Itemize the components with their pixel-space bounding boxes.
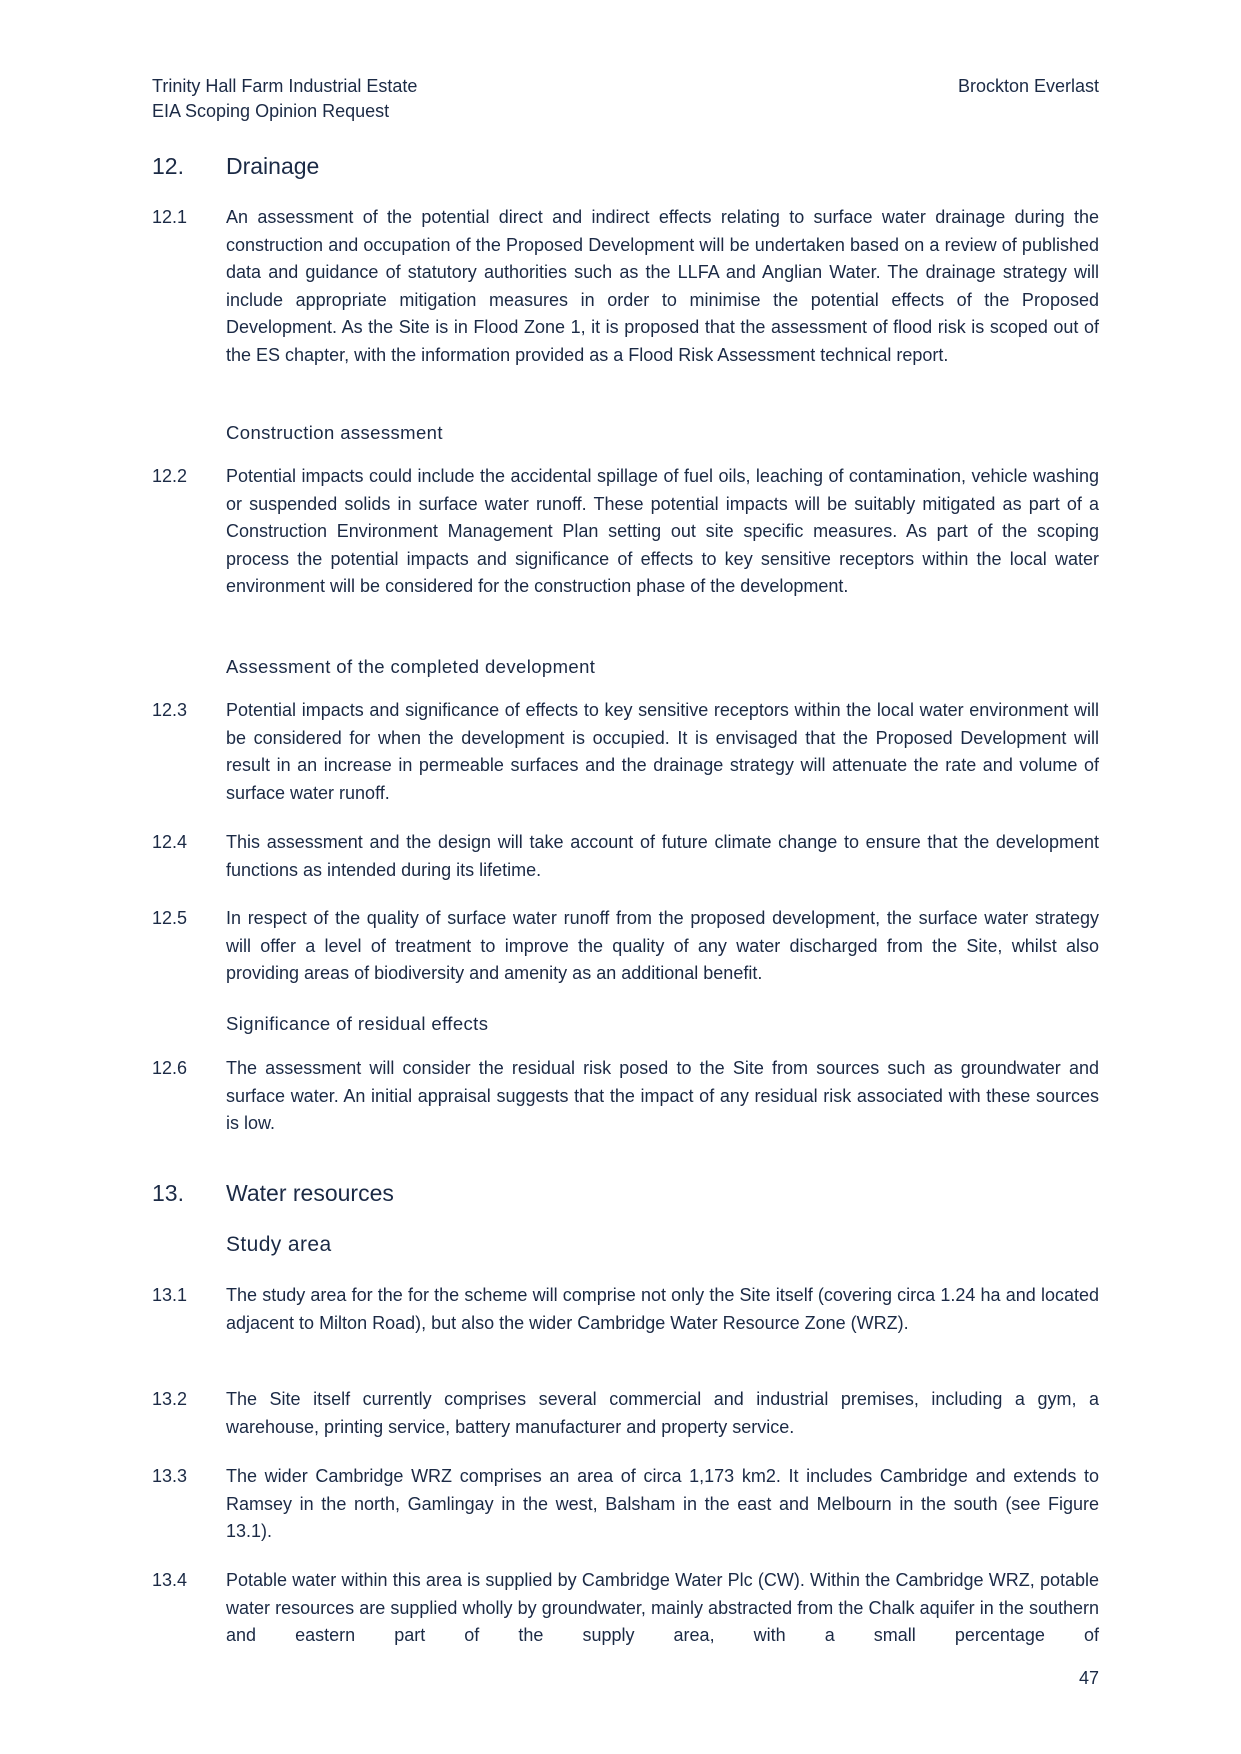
subheading-completed-development: Assessment of the completed development (226, 656, 596, 677)
paragraph-text: Potable water within this area is supplied by Cambridge Water Plc (CW). Within the Cambridge WRZ, potable water resources are supplied wholly by groundwater, mainly abstracted from the Chalk aquifer in the southern and eastern part of the supply area, with a small percentage of (226, 1570, 1099, 1646)
header-author: Brockton Everlast (957, 76, 1099, 96)
paragraph-13-4 (152, 1567, 1099, 1650)
paragraph-text: The study area for the for the scheme will comprise not only the Site itself (covering circa 1.24 ha and located adjacent to Milton Road), but also the wider Cambridge Water Resource Zone (WRZ). (226, 1285, 1099, 1333)
header-project-title: Trinity Hall Farm Industrial Estate (152, 76, 418, 96)
paragraph-13-1 (152, 1282, 1099, 1337)
paragraph-text: Potential impacts could include the accidental spillage of fuel oils, leaching of contamination, vehicle washing or suspended solids in surface water runoff. These potential impacts will be suitably mitigated as part of a Construction Environment Management Plan setting out site specific measures. As part of the scoping process the potential impacts and significance of effects to key sensitive receptors within the local water environment will be considered for the construction phase of the development. (226, 466, 1099, 597)
paragraph-text: In respect of the quality of surface water runoff from the proposed development, the surface water strategy will offer a level of treatment to improve the quality of any water discharged from the Site, whilst also providing areas of biodiversity and amenity as an additional benefit. (226, 908, 1099, 984)
page-number: 47 (1078, 1668, 1099, 1688)
paragraph-12-6 (152, 1055, 1099, 1138)
paragraph-number: 13.1 (152, 1285, 188, 1305)
section-title: Drainage (226, 153, 320, 179)
section-number: 12. (152, 153, 184, 179)
paragraph-number: 13.4 (152, 1570, 188, 1590)
paragraph-number: 12.3 (152, 700, 188, 720)
section-number: 13. (152, 1180, 184, 1206)
paragraph-12-1 (152, 204, 1099, 370)
subheading-residual-effects: Significance of residual effects (226, 1013, 489, 1034)
paragraph-text: This assessment and the design will take account of future climate change to ensure that the development functions as intended during its lifetime. (226, 832, 1099, 880)
section-title: Water resources (226, 1180, 394, 1206)
paragraph-12-2 (152, 463, 1099, 601)
paragraph-12-4 (152, 829, 1099, 884)
paragraph-text: The assessment will consider the residual risk posed to the Site from sources such as groundwater and surface water. An initial appraisal suggests that the impact of any residual risk associated with these sources is low. (226, 1058, 1099, 1134)
paragraph-12-5 (152, 905, 1099, 988)
paragraph-number: 12.5 (152, 908, 188, 928)
paragraph-text: Potential impacts and significance of effects to key sensitive receptors within the local water environment will be considered for when the development is occupied. It is envisaged that the Proposed Development will result in an increase in permeable surfaces and the drainage strategy will attenuate the rate and volume of surface water runoff. (226, 700, 1099, 803)
paragraph-13-3 (152, 1463, 1099, 1546)
paragraph-number: 12.1 (152, 207, 188, 227)
header-left (152, 74, 417, 124)
paragraph-text: An assessment of the potential direct and indirect effects relating to surface water drainage during the construction and occupation of the Proposed Development will be undertaken based on a review of published data and guidance of statutory authorities such as the LLFA and Anglian Water. The drainage strategy will include appropriate mitigation measures in order to minimise the potential effects of the Proposed Development. As the Site is in Flood Zone 1, it is proposed that the assessment of flood risk is scoped out of the ES chapter, with the information provided as a Flood Risk Assessment technical report. (226, 207, 1099, 365)
paragraph-number: 12.2 (152, 466, 188, 486)
paragraph-text: The wider Cambridge WRZ comprises an area of circa 1,173 km2. It includes Cambridge and extends to Ramsey in the north, Gamlingay in the west, Balsham in the east and Melbourn in the south (see Figure 13.1). (226, 1466, 1099, 1542)
header-document-title: EIA Scoping Opinion Request (152, 101, 390, 121)
paragraph-text: The Site itself currently comprises several commercial and industrial premises, including a gym, a warehouse, printing service, battery manufacturer and property service. (226, 1389, 1099, 1437)
paragraph-13-2 (152, 1386, 1099, 1441)
subheading-construction: Construction assessment (226, 422, 443, 443)
paragraph-12-3 (152, 697, 1099, 807)
paragraph-number: 12.4 (152, 832, 188, 852)
paragraph-number: 12.6 (152, 1058, 188, 1078)
paragraph-number: 13.3 (152, 1466, 188, 1486)
subheading-study-area: Study area (226, 1233, 332, 1256)
paragraph-number: 13.2 (152, 1389, 188, 1409)
